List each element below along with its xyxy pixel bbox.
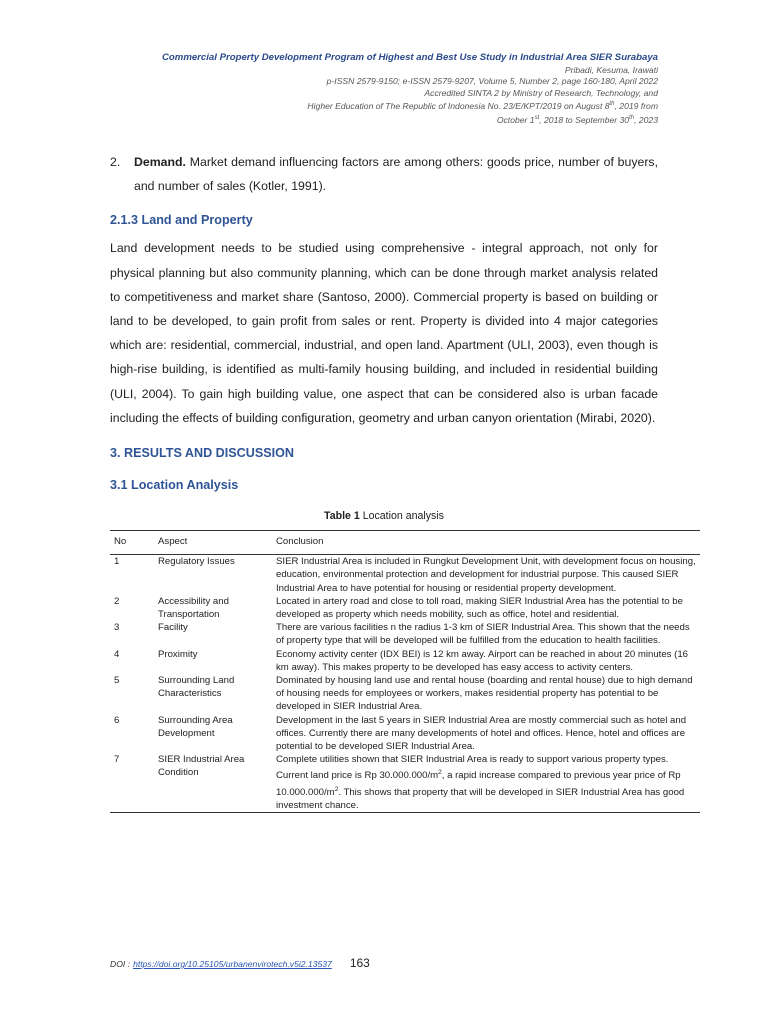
cell-no: 5 [114, 675, 120, 687]
table-row [110, 753, 700, 813]
column-header-aspect: Aspect [158, 536, 188, 548]
list-number: 2. [110, 155, 121, 169]
table-row [110, 555, 700, 595]
cell-conclusion: Dominated by housing land use and rental house (boarding and rental house) due to high demand of housing needs for employees or workers, makes residential property has potential to be developed in SIER Industrial Area. [276, 675, 693, 713]
page-footer [110, 956, 370, 970]
cell-aspect: Proximity [158, 648, 198, 660]
cell-no: 3 [114, 622, 120, 634]
header-accreditation-decree: Higher Education of The Republic of Indonesia No. 23/E/KPT/2019 on August 8th, 2019 from [307, 101, 658, 112]
paragraph-land-property: Land development needs to be studied using comprehensive - integral approach, not only for physical planning but also community planning, which can be done through market analysis related to competitiveness and market share (Santoso, 2000). Commercial property is based on building or land to be developed, to gain profit from sales or rent. Property is divided into 4 major categories which are: residential, commercial, industrial, and open land. Apartment (ULI, 2003), even though is high-rise building, is identified as multi-family housing building, and included in residential building (ULI, 2004). To gain high building value, one aspect that can be considered also is urban facade including the effects of building configuration, geometry and urban canyon orientation (Mirabi, 2020). [110, 241, 658, 425]
cell-conclusion: Development in the last 5 years in SIER Industrial Area are mostly commercial such as hotel and offices. Currently there are many developments of hotel and offices. Hence, hotel and offices are potential to be developed SIER Industrial Area. [276, 714, 687, 753]
cell-conclusion: SIER Industrial Area is included in Rungkut Development Unit, with development focus on housing, education, environmental protection and development for industrial purpose. This caused SIER Industrial Area to have potential for housing or residential property development. [276, 556, 696, 594]
section-heading-location-analysis: 3.1 Location Analysis [110, 478, 239, 493]
table-row [110, 621, 700, 647]
doi-label: DOI : [110, 959, 131, 969]
cell-no: 4 [114, 648, 120, 660]
cell-no: 1 [114, 556, 120, 568]
cell-aspect: Facility [158, 622, 188, 634]
location-analysis-table [110, 530, 700, 813]
page-number: 163 [349, 956, 370, 970]
cell-aspect: Regulatory Issues [158, 556, 235, 568]
cell-no: 7 [114, 754, 120, 766]
demand-term: Demand. [134, 155, 186, 169]
column-header-conclusion: Conclusion [276, 536, 324, 548]
cell-aspect: Surrounding Area Development [158, 714, 233, 739]
column-header-no: No [114, 536, 127, 548]
header-accreditation: Accredited SINTA 2 by Ministry of Research, Technology, and [424, 87, 658, 98]
section-heading-results: 3. RESULTS AND DISCUSSION [110, 446, 295, 461]
table-row [110, 714, 700, 754]
table-row [110, 674, 700, 714]
header-accreditation-period: October 1st, 2018 to September 30th, 2023 [496, 114, 658, 125]
section-heading-land-property: 2.1.3 Land and Property [110, 213, 253, 228]
table-row [110, 595, 700, 621]
cell-conclusion: Complete utilities shown that SIER Industrial Area is ready to support various property types. Current land price is Rp $30.000.000/m^2$, a rapid increase compared to previous year price of Rp $10.000.000/m^2$. This shows that property that will be developed in SIER Industrial Area has good investment chance. [276, 754, 685, 812]
cell-conclusion: Economy activity center (IDX BEI) is 12 km away. Airport can be reached in about 20 minutes (16 km away). This makes property to be developed has easy access to activity centers. [276, 648, 689, 673]
journal-article-title: Commercial Property Development Program of Highest and Best Use Study in Industrial Area SIER Surabaya [162, 52, 658, 63]
doi-link[interactable]: https://doi.org/10.25105/urbanenvirotech.v5i2.13537 [133, 959, 332, 969]
header-issn: p-ISSN 2579-9150; e-ISSN 2579-9207, Volume 5, Number 2, page 160-180, April 2022 [326, 76, 658, 87]
cell-conclusion: Located in artery road and close to toll road, making SIER Industrial Area has the potential to be developed as property which needs mobility, such as office, hotel and residential. [276, 595, 683, 621]
table-row [110, 648, 700, 674]
list-item-demand [110, 150, 658, 198]
cell-aspect: Accessibility and Transportation [158, 595, 229, 621]
page-content [110, 150, 696, 813]
cell-conclusion: There are various facilities n the radius 1-3 km of SIER Industrial Area. This shown that the needs of property type that will be developed will be fulfilled from the education to health facilities. [276, 622, 690, 647]
header-authors: Pribadi, Kesuma, Irawati [564, 64, 658, 75]
demand-text: Market demand influencing factors are among others: goods price, number of buyers, and number of sales (Kotler, 1991). [134, 155, 658, 194]
table-caption: Table 1 Location analysis [324, 510, 444, 523]
cell-aspect: SIER Industrial Area Condition [158, 754, 245, 779]
cell-no: 2 [114, 595, 120, 607]
cell-aspect: Surrounding Land Characteristics [158, 675, 235, 700]
running-header [98, 52, 658, 126]
table-header-row [110, 531, 700, 555]
cell-no: 6 [114, 714, 120, 726]
